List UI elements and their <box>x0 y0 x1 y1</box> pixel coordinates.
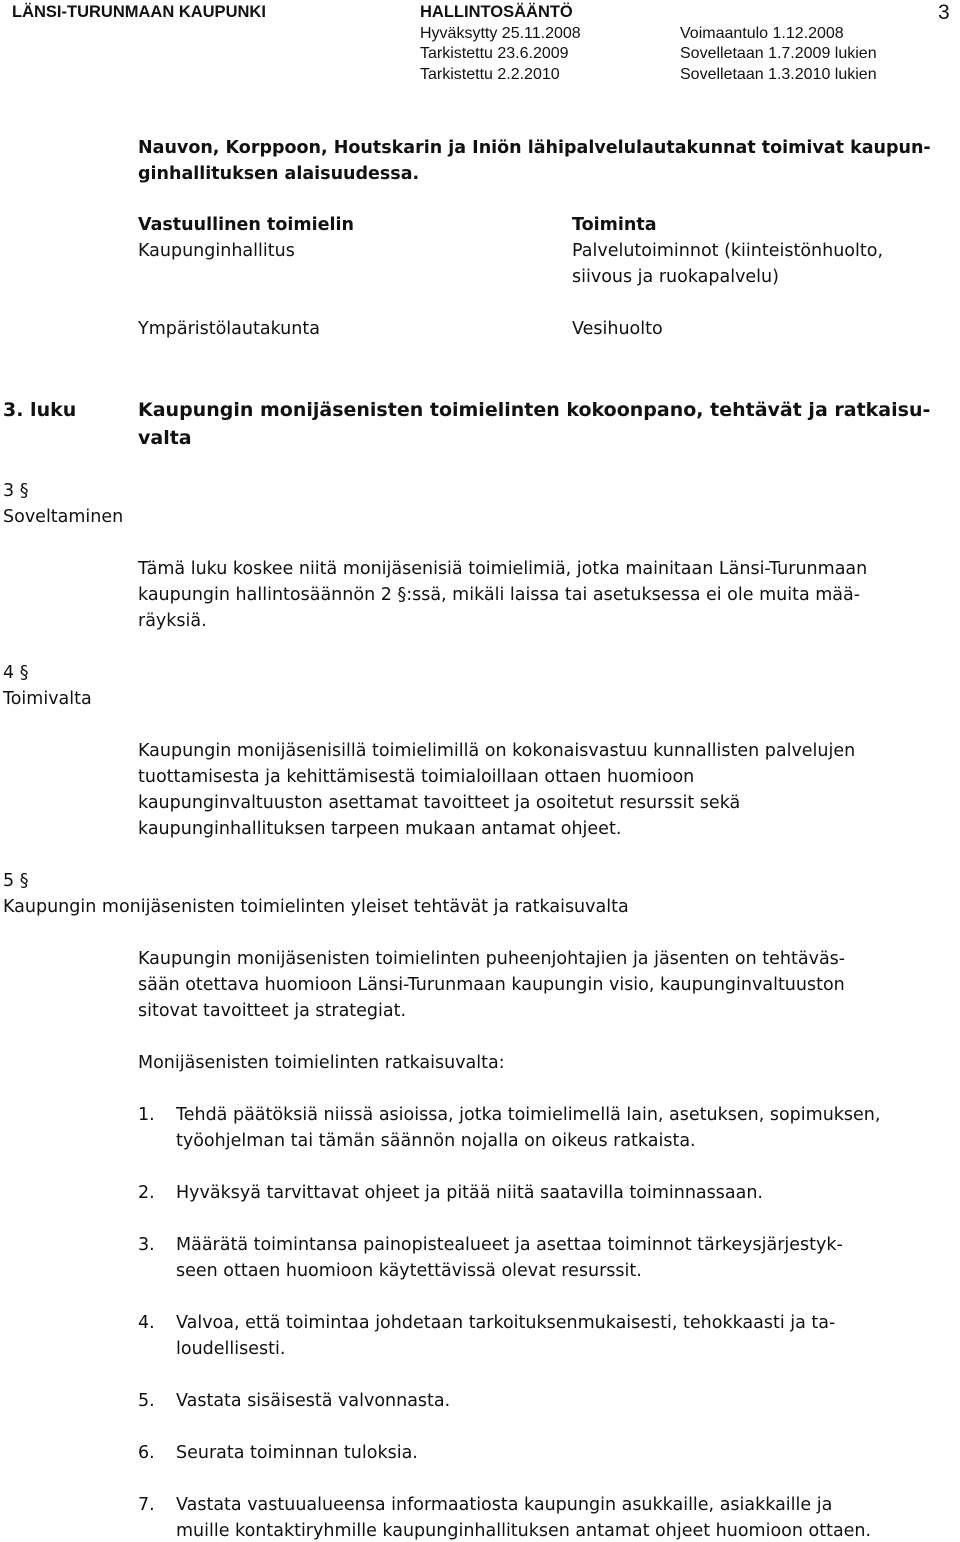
activity-line: Palvelutoiminnot (kiinteistönhuolto, <box>572 241 884 261</box>
text-line: tuottamisesta ja kehittämisestä toimialoillaan ottaen huomioon <box>138 767 695 787</box>
section-number: 3 <box>3 481 15 501</box>
section-symbol: § <box>19 481 29 501</box>
list-item <box>176 1440 418 1466</box>
text-line: Tämä luku koskee niitä monijäsenisiä toimielimiä, jotka mainitaan Länsi-Turunmaan <box>138 559 868 579</box>
list-item-line: Määrätä toimintansa painopistealueet ja asettaa toiminnot tärkeysjärjestyk- <box>176 1235 843 1255</box>
table-row-body: Ympäristölautakunta <box>138 319 320 339</box>
header-date-revised-2: Tarkistettu 2.2.2010 <box>420 66 560 83</box>
list-item-line: Seurata toiminnan tuloksia. <box>176 1443 418 1463</box>
section-5-text <box>138 946 845 1024</box>
list-item-line: muille kontaktiryhmille kaupunginhallituksen antamat ohjeet huomioon ottaen. <box>176 1521 872 1541</box>
list-item-line: työohjelman tai tämän säännön nojalla on oikeus ratkaista. <box>176 1131 696 1151</box>
section-5-title: Kaupungin monijäsenisten toimielinten yleiset tehtävät ja ratkaisuvalta <box>3 897 629 917</box>
section-4-number <box>3 660 28 686</box>
activity-line: siivous ja ruokapalvelu) <box>572 267 779 287</box>
text-line: kaupungin hallintosäännön 2 §:ssä, mikäli laissa tai asetuksessa ei ole muita mää- <box>138 585 861 605</box>
list-item-line: Valvoa, että toimintaa johdetaan tarkoituksenmukaisesti, tehokkaasti ja ta- <box>176 1313 836 1333</box>
section-3-number <box>3 478 28 504</box>
list-item-number: 7. <box>138 1495 155 1515</box>
text-line: kaupunginhallituksen tarpeen mukaan antamat ohjeet. <box>138 819 622 839</box>
table-row-body: Kaupunginhallitus <box>138 241 295 261</box>
list-item-number: 3. <box>138 1235 155 1255</box>
section-4-text <box>138 738 855 842</box>
section-number: 5 <box>3 871 15 891</box>
text-line: sään otettava huomioon Länsi-Turunmaan kaupungin visio, kaupunginvaltuuston <box>138 975 845 995</box>
chapter-title-line: valta <box>138 427 192 449</box>
list-item <box>176 1310 835 1362</box>
text-line: Kaupungin monijäsenisten toimielinten puheenjohtajien ja jäsenten on tehtäväs- <box>138 949 846 969</box>
chapter-title-line: Kaupungin monijäsenisten toimielinten kokoonpano, tehtävät ja ratkaisu- <box>138 399 931 421</box>
list-item-line: Vastata vastuualueensa informaatiosta kaupungin asukkaille, asiakkaille ja <box>176 1495 833 1515</box>
page-number: 3 <box>938 1 950 24</box>
list-item <box>176 1492 871 1542</box>
header-date-applied-1: Sovelletaan 1.7.2009 lukien <box>680 45 877 62</box>
header-date-revised-1: Tarkistettu 23.6.2009 <box>420 45 569 62</box>
list-item <box>176 1102 880 1154</box>
section-4-title: Toimivalta <box>3 689 92 709</box>
section-3-text <box>138 556 867 634</box>
chapter-title <box>138 396 930 452</box>
header-date-approved: Hyväksytty 25.11.2008 <box>420 25 581 42</box>
list-item <box>176 1232 843 1284</box>
list-item <box>176 1180 763 1206</box>
intro-line: ginhallituksen alaisuudessa. <box>138 164 420 184</box>
intro-line: Nauvon, Korppoon, Houtskarin ja Iniön lähipalvelulautakunnat toimivat kaupun- <box>138 138 931 158</box>
list-item-line: Hyväksyä tarvittavat ohjeet ja pitää niitä saatavilla toiminnassaan. <box>176 1183 763 1203</box>
section-symbol: § <box>19 871 29 891</box>
list-item-number: 6. <box>138 1443 155 1463</box>
section-symbol: § <box>19 663 29 683</box>
list-item-line: Tehdä päätöksiä niissä asioissa, jotka toimielimellä lain, asetuksen, sopimuksen, <box>176 1105 881 1125</box>
header-date-applied-2: Sovelletaan 1.3.2010 lukien <box>680 66 877 83</box>
list-item-number: 2. <box>138 1183 155 1203</box>
list-intro: Monijäsenisten toimielinten ratkaisuvalta: <box>138 1053 505 1073</box>
chapter-number: 3. luku <box>3 399 77 421</box>
intro-paragraph <box>138 135 931 187</box>
text-line: kaupunginvaltuuston asettamat tavoitteet ja osoitetut resurssit sekä <box>138 793 741 813</box>
table-row-activity: Vesihuolto <box>572 319 663 339</box>
text-line: räyksiä. <box>138 611 207 631</box>
section-symbol: § <box>397 585 407 605</box>
list-item <box>176 1388 450 1414</box>
header-doc-title: HALLINTOSÄÄNTÖ <box>420 3 573 21</box>
list-item-number: 1. <box>138 1105 155 1125</box>
section-number: 4 <box>3 663 15 683</box>
list-item-line: Vastata sisäisestä valvonnasta. <box>176 1391 451 1411</box>
table-header-body: Vastuullinen toimielin <box>138 215 354 235</box>
list-item-number: 4. <box>138 1313 155 1333</box>
text-line: Kaupungin monijäsenisillä toimielimillä on kokonaisvastuu kunnallisten palvelujen <box>138 741 856 761</box>
list-item-number: 5. <box>138 1391 155 1411</box>
list-item-line: loudellisesti. <box>176 1339 286 1359</box>
table-header-activity: Toiminta <box>572 215 657 235</box>
header-city: LÄNSI-TURUNMAAN KAUPUNKI <box>12 3 266 21</box>
list-item-line: seen ottaen huomioon käytettävissä olevat resurssit. <box>176 1261 642 1281</box>
header-date-in-force: Voimaantulo 1.12.2008 <box>680 25 844 42</box>
section-3-title: Soveltaminen <box>3 507 124 527</box>
text-line: sitovat tavoitteet ja strategiat. <box>138 1001 407 1021</box>
table-row-activity <box>572 238 883 290</box>
section-5-number <box>3 868 28 894</box>
